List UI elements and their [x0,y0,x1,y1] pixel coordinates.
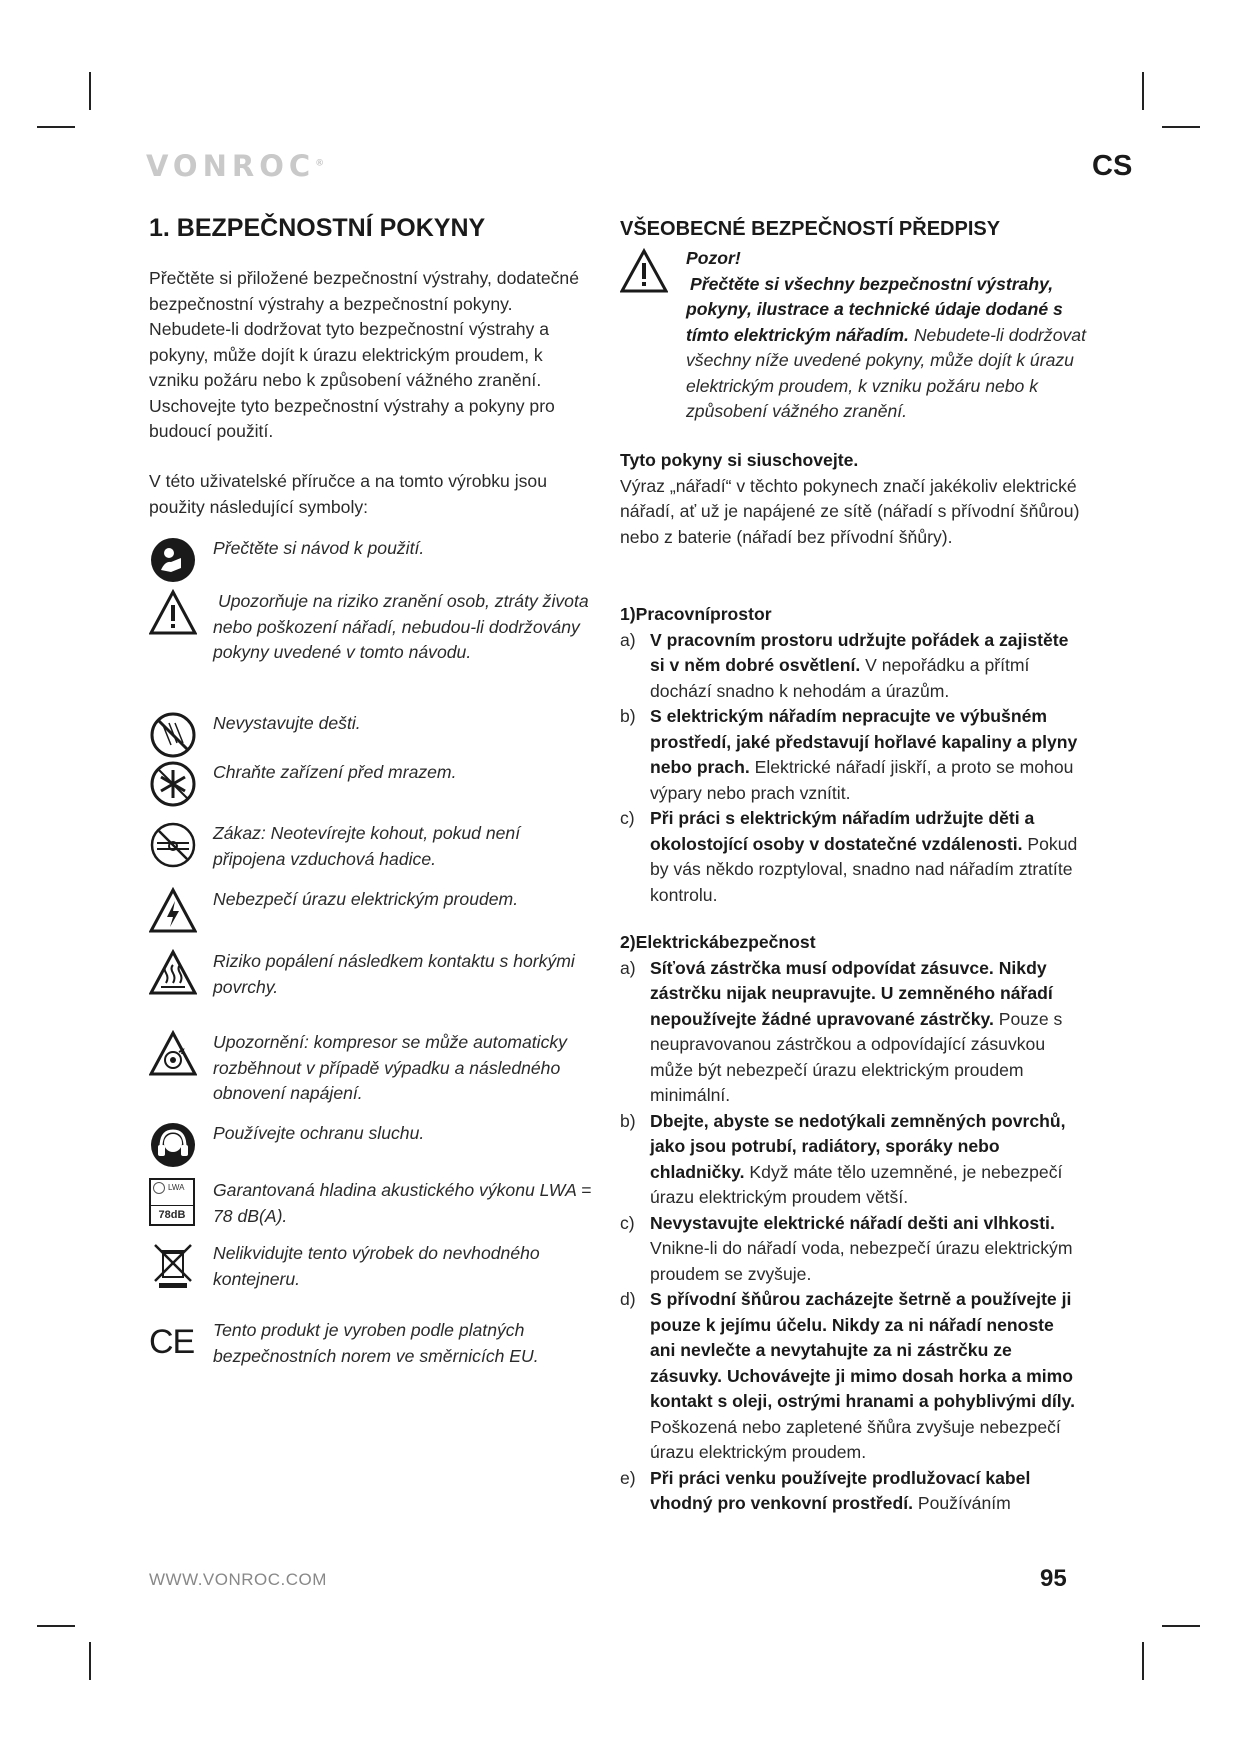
weee-bin-icon [149,1241,197,1289]
keep-text: Výraz „nářadí“ v těchto pokynech značí jakékoliv elektrické nářadí, ať už je napájené ze sítě (nářadí s přívodní šňůrou) nebo z baterie (nářadí bez přívodní šňůry). [620,475,1080,547]
symbol-text: Riziko popálení následkem kontaktu s horkými povrchy. [213,951,575,997]
crop-mark [89,72,91,110]
list-label: b) [620,706,636,726]
section-heading: 2)Elektrickábezpečnost [620,932,816,952]
list-rest: Když máte tělo uzemněné, je nebezpečí úrazu elektrickým proudem větší. [650,1161,1063,1207]
page-number: 95 [1040,1565,1067,1592]
list-label: a) [620,957,636,978]
section-work-area [620,602,1080,908]
intro-paragraph: Přečtěte si přiložené bezpečnostní výstrahy, dodatečné bezpečnostní výstrahy a bezpečnostní pokyny. Nebudete-li dodržovat tyto bezpečnostní výstrahy a pokyny, může dojít k úrazu elektrickým proudem, k vzniku požáru nebo k způsobení vážného zranění. Uschovejte tyto bezpečnostní výstrahy a pokyny pro budoucí použití. [149,268,579,441]
list-rest: Pouze s neupravovanou zástrčkou a odpovídající zásuvkou může být nebezpečí úrazu elektrickým proudem minimální. [650,1008,1063,1105]
caution-label: Pozor! [686,248,741,268]
section-electrical-safety [620,930,1080,1517]
ce-mark-icon: CE [149,1323,195,1361]
list-rest: Používáním [912,1493,1011,1513]
list-item [620,704,1080,806]
crop-mark [37,1625,75,1627]
crop-mark [1162,126,1200,128]
crop-mark [89,1642,91,1680]
caution-rest: Nebudete-li dodržovat všechny níže uvedené pokyny, může dojít k úrazu elektrickým proudem, k vzniku požáru nebo k způsobení vážného zranění. [686,324,1086,421]
symbol-text: Upozorňuje na riziko zranění osob, ztráty života nebo poškození nářadí, nebudou-li dodržovány pokyny uvedené v tomto návodu. [213,591,589,662]
sound-power-label: 78dB [151,1205,193,1224]
section-title: VŠEOBECNÉ BEZPEČNOSTÍ PŘEDPISY [620,218,1001,240]
symbol-text: Zákaz: Neotevírejte kohout, pokud není připojena vzduchová hadice. [213,823,521,869]
list-rest: Poškozená nebo zapletené šňůra zvyšuje nebezpečí úrazu elektrickým proudem. [650,1416,1061,1462]
language-code: CS [1092,150,1133,182]
crop-mark [1142,72,1144,110]
list-label: a) [620,629,636,650]
keep-block [620,448,1080,550]
list-item [620,806,1080,908]
list-label: e) [620,1467,636,1488]
list-bold: S elektrickým nářadím nepracujte ve výbušném prostředí, jaké představují hořlavé kapaliny a plyny nebo prach. [650,706,1078,777]
list-item [620,1466,1080,1517]
auto-start-icon [149,1030,197,1078]
warning-triangle-icon [149,589,197,637]
hot-surface-icon [149,949,197,997]
caution-bold: Přečtěte si všechny bezpečnostní výstrahy, pokyny, ilustrace a technické údaje dodané s tímto elektrickým nářadím. [686,273,1063,345]
warning-triangle-icon [620,248,668,294]
symbol-text: Garantovaná hladina akustického výkonu LWA = 78 dB(A). [213,1180,592,1226]
website-link[interactable]: WWW.VONROC.COM [149,1570,327,1589]
list-item [620,956,1080,1109]
section-heading: 1)Pracovníprostor [620,604,772,624]
list-label: c) [620,1212,635,1233]
list-bold: V pracovním prostoru udržujte pořádek a zajistěte si v něm dobré osvětlení. [650,629,1069,675]
list-bold: Nevystavujte elektrické nářadí dešti ani vlhkosti. [650,1212,1055,1233]
section-title: 1. BEZPEČNOSTNÍ POKYNY [149,214,486,242]
symbol-text: Tento produkt je vyroben podle platných bezpečnostních norem ve směrnicích EU. [213,1320,539,1366]
brand-logo: VONROC® [146,149,325,183]
no-open-valve-icon [149,821,197,869]
crop-mark [1162,1625,1200,1627]
keep-title: Tyto pokyny si siuschovejte. [620,450,859,470]
caution-block [686,246,1086,425]
list-bold: Dbejte, abyste se nedotýkali zemněných povrchů, jako jsou potrubí, radiátory, sporáky nebo chladničky. [650,1110,1066,1182]
crop-mark [37,126,75,128]
hearing-protection-icon [149,1121,197,1169]
brand-mark: ® [315,158,325,169]
symbol-text: Přečtěte si návod k použití. [213,538,425,558]
list-label: c) [620,808,635,828]
crop-mark [1142,1642,1144,1680]
list-item [620,628,1080,705]
electric-shock-icon [149,887,197,935]
list-label: b) [620,1110,636,1131]
no-rain-icon [149,711,197,759]
symbol-text: Upozornění: kompresor se může automaticky rozběhnout v případě výpadku a následného obnovení napájení. [213,1032,567,1103]
list-label: d) [620,1289,636,1309]
list-item [620,1109,1080,1211]
list-rest: Pokud by vás někdo rozptyloval, snadno nad nářadím ztratíte kontrolu. [650,833,1078,905]
symbols-intro: V této uživatelské příručce a na tomto výrobku jsou použity následující symboly: [149,471,548,517]
list-rest: Elektrické nářadí jiskří, a proto se mohou výpary nebo prach vznítit. [650,757,1074,803]
list-bold: Při práci venku používejte prodlužovací kabel vhodný pro venkovní prostředí. [650,1467,1031,1513]
symbol-text: Chraňte zařízení před mrazem. [213,762,457,782]
sound-power-label-top: LWA [168,1183,185,1192]
symbol-text: Nevystavujte dešti. [213,713,361,733]
symbol-text: Používejte ochranu sluchu. [213,1123,425,1143]
list-bold: S přívodní šňůrou zacházejte šetrně a používejte ji pouze k jejímu účelu. Nikdy za ni nářadí nenoste ani nevlečte a nevytahujte za ni zástrčku ze zásuvky. Uchovávejte ji mimo dosah horka a mimo kontakt s oleji, ostrými hranami a pohyblivými díly. [650,1289,1075,1411]
left-column [149,214,594,1366]
list-bold: Síťová zástrčka musí odpovídat zásuvce. Nikdy zástrčku nijak neupravujte. U zemněného nářadí nepoužívejte žádné upravované zástrčky. [650,957,1053,1029]
list-item [620,1287,1080,1466]
list-item [620,1211,1080,1288]
sound-power-icon [149,1178,195,1226]
list-rest: Vnikne-li do nářadí voda, nebezpečí úrazu elektrickým proudem se zvyšuje. [650,1238,1073,1284]
list-bold: Při práci s elektrickým nářadím udržujte děti a okolostojící osoby v dostatečné vzdálenosti. [650,808,1035,854]
symbol-text: Nebezpečí úrazu elektrickým proudem. [213,889,519,909]
symbol-text: Nelikvidujte tento výrobek do nevhodného kontejneru. [213,1243,540,1289]
frost-protect-icon [149,760,197,808]
read-manual-icon [149,536,197,584]
list-rest: V nepořádku a přítmí dochází snadno k nehodám a úrazům. [650,655,1030,701]
right-column [620,218,1086,1513]
